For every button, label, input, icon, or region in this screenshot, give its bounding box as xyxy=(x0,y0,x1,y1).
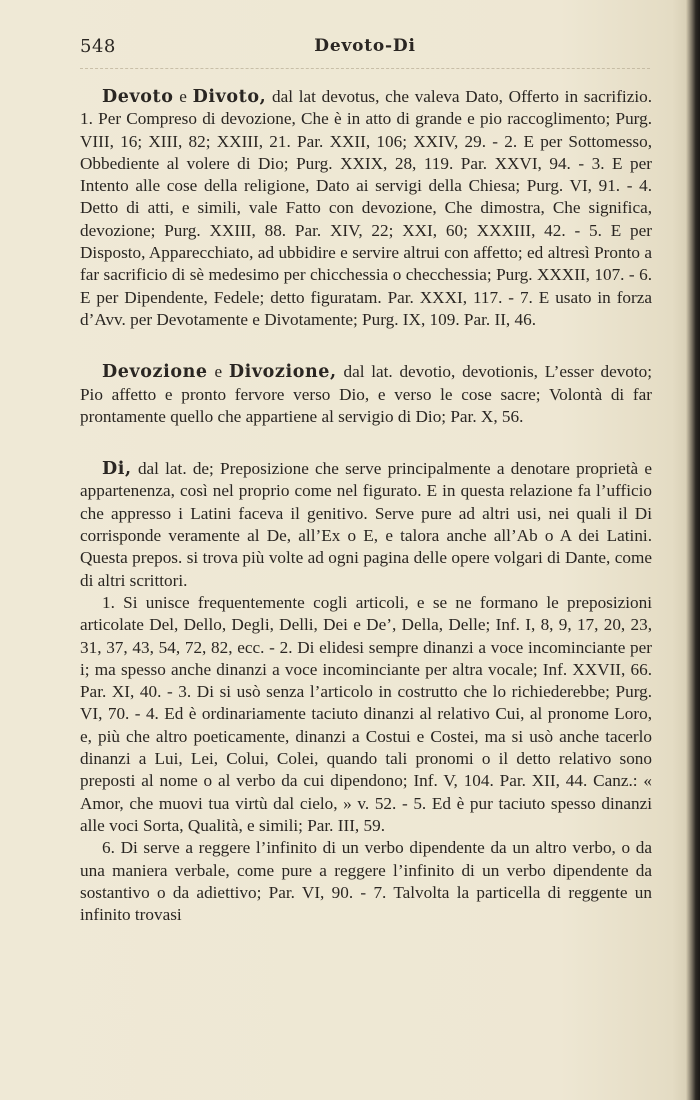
entry-paragraph xyxy=(80,361,652,428)
entry-paragraph: 6. Di serve a reggere l’infinito di un verbo dipendente da un altro verbo, o da una maniera verbale, come pure a reggere l’infinito di un verbo dipendente da sostantivo o da adiettivo; Par. VI, 90. - 7. Talvolta la particella di reggente un infinito trovasi xyxy=(80,838,652,925)
dictionary-text xyxy=(80,86,652,956)
entry-devozione xyxy=(80,361,652,428)
header-rule xyxy=(80,68,650,69)
conjunction: e xyxy=(214,362,223,382)
entry-body: dal lat. devotio, devotionis, L’esser devoto; Pio affetto e pronto fervore verso Dio, e verso le cose sacre; Volontà di far prontamente quello che appartiene al servigio di Dio; Par. X, 56. xyxy=(80,362,653,426)
entry-di xyxy=(80,458,652,926)
headword: Divoto, xyxy=(192,87,267,107)
page-number: 548 xyxy=(80,36,116,57)
entry-body: dal lat devotus, che valeva Dato, Offerto in sacrifizio. 1. Per Compreso di devozione, Che è in atto di grande e pio raccoglimento; Purg. VIII, 16; XIII, 82; XXIII, 21. Par. XXII, 106; XXIV, 29. - 2. E per Sottomesso, Obbediente al volere di Dio; Purg. XXIX, 28, 119. Par. XXVI, 94. - 3. E per Intento alle cose della religione, Dato ai servigi della Chiesa; Purg. VI, 91. - 4. Detto di atti, e simili, vale Fatto con devozione, Che dimostra, Che significa, devozione; Purg. XXIII, 88. Par. XIV, 22; XXI, 60; XXXIII, 42. - 5. E per Disposto, Apparecchiato, ad ubbidire e servire altrui con affetto; ed altresì Pronto a far sacrificio di sè medesimo per chicchessia o checchessia; Purg. XXXII, 107. - 6. E per Dipendente, Fedele; detto figuratam. Par. XXXI, 117. - 7. E usato in forza d’Avv. per Devotamente e Divotamente; Purg. IX, 109. Par. II, 46. xyxy=(80,87,652,329)
book-spine-shadow xyxy=(686,0,700,1100)
headword: Devozione xyxy=(102,362,208,383)
headword: Di, xyxy=(102,459,132,480)
running-head: Devoto-Di xyxy=(314,36,416,56)
entry-paragraph xyxy=(80,458,652,592)
conjunction: e xyxy=(179,87,187,106)
headword: Devoto xyxy=(102,87,174,107)
entry-body: dal lat. de; Preposizione che serve principalmente a denotare proprietà e appartenenza, così nel proprio come nel figurato. E in questa relazione fa l’ufficio che appresso i Latini faceva il genitivo. Serve pure ad altri usi, nei quali il Di corrisponde veramente al De, all’Ex o E, e talora anche all’Ab o A dei Latini. Questa prepos. si trova più volte ad ogni pagina delle opere volgari di Dante, come di altri scrittori. xyxy=(80,459,652,590)
entry-paragraph: 1. Si unisce frequentemente cogli articoli, e se ne formano le preposizioni articolate Del, Dello, Degli, Delli, Dei e De’, Della, Delle; Inf. I, 8, 9, 17, 20, 23, 31, 37, 43, 54, 72, 82, ecc. - 2. Di elidesi sempre dinanzi a voce incominciante per i; ma spesso anche dinanzi a voce incominciante per altra vocale; Inf. XXVII, 66. Par. XI, 40. - 3. Di si usò senza l’articolo in costrutto che lo richiederebbe; Purg. VI, 70. - 4. Ed è ordinariamente taciuto dinanzi al relativo Cui, al pronome Loro, e, più che altro poeticamente, dinanzi a Costui e Costei, ma si usò anche tacerlo dinanzi a Lui, Lei, Colui, Colei, quando tali pronomi o il detto relativo sono preposti al nome o al verbo da cui dipendono; Inf. V, 104. Par. XII, 44. Canz.: « Amor, che muovi tua virtù dal cielo, » v. 52. - 5. Ed è pur taciuto spesso dinanzi alle voci Sorta, Qualità, e simili; Par. III, 59. xyxy=(80,592,652,835)
headword: Divozione, xyxy=(228,362,337,383)
entry-devoto xyxy=(80,86,652,331)
entry-paragraph xyxy=(80,86,652,331)
page-header xyxy=(80,36,650,66)
